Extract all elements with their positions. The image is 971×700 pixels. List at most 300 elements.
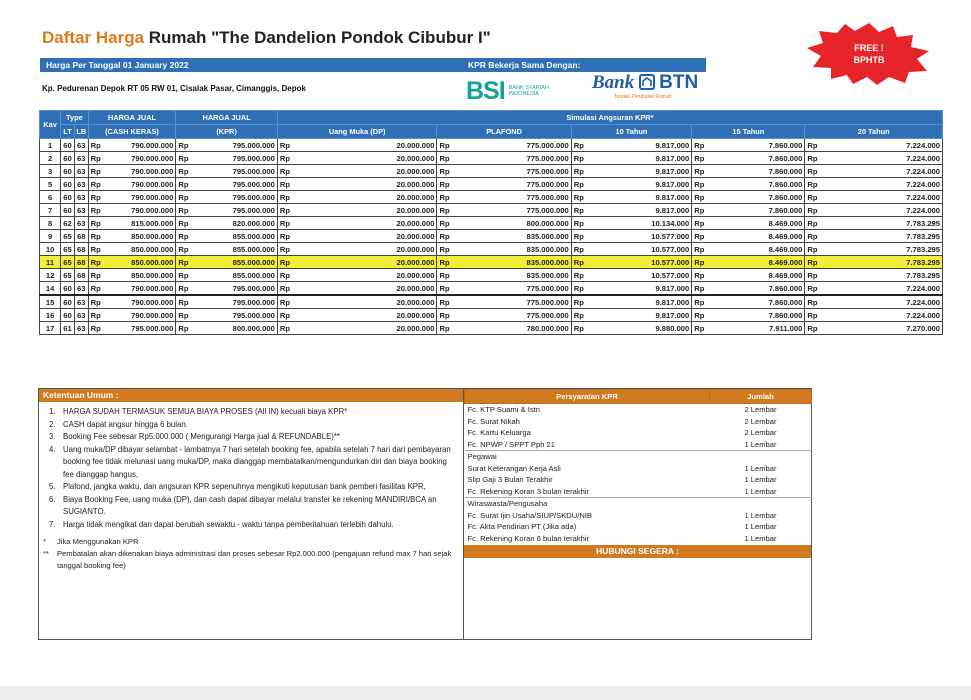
currency-cell: Rp	[805, 139, 822, 152]
currency-cell: Rp	[277, 295, 295, 309]
currency-cell: Rp	[571, 191, 586, 204]
cell-t15: 8.469.000	[709, 269, 805, 282]
cell-t10: 9.817.000	[586, 152, 692, 165]
cell-t15: 7.860.000	[709, 191, 805, 204]
persyaratan-kpr-panel	[463, 388, 812, 640]
currency-cell: Rp	[88, 165, 102, 178]
cell-cash: 790.000.000	[102, 309, 176, 322]
cell-lt: 65	[61, 243, 75, 256]
currency-cell: Rp	[571, 204, 586, 217]
cell-cash: 815.000.000	[102, 217, 176, 230]
currency-cell: Rp	[571, 243, 586, 256]
cell-cash: 790.000.000	[102, 295, 176, 309]
cell-lt: 65	[61, 269, 75, 282]
currency-cell: Rp	[437, 230, 454, 243]
cell-cash: 850.000.000	[102, 243, 176, 256]
item-text: HARGA SUDAH TERMASUK SEMUA BIAYA PROSES (All IN) kecuali biaya KPR*	[63, 407, 348, 416]
address: Kp. Pedurenan Depok RT 05 RW 01, Cisalak Pasar, Cimanggis, Depok	[42, 84, 306, 93]
cell-kpr: 820.000.000	[190, 217, 278, 230]
currency-cell: Rp	[176, 295, 190, 309]
cell-lt: 60	[61, 165, 75, 178]
table-row	[40, 152, 943, 165]
currency-cell: Rp	[88, 139, 102, 152]
cell-kpr: 795.000.000	[190, 165, 278, 178]
cell-plafond: 775.000.000	[454, 295, 571, 309]
cell-kpr: 795.000.000	[190, 139, 278, 152]
cell-plafond: 835.000.000	[454, 230, 571, 243]
cell-plafond: 835.000.000	[454, 269, 571, 282]
table-row	[40, 230, 943, 243]
requirement-label: Wiraswasta/Pengusaha	[465, 498, 710, 510]
currency-cell: Rp	[805, 295, 822, 309]
cell-kav: 17	[40, 322, 61, 335]
cell-kpr: 795.000.000	[190, 152, 278, 165]
currency-cell: Rp	[692, 139, 709, 152]
currency-cell: Rp	[176, 322, 190, 335]
cell-dp: 20.000.000	[295, 165, 437, 178]
btn-logo-tagline: Terbaik Penduduk Rumah	[614, 94, 672, 100]
cell-kav: 15	[40, 295, 61, 309]
currency-cell: Rp	[692, 165, 709, 178]
cell-lt: 60	[61, 178, 75, 191]
cell-t10: 9.817.000	[586, 295, 692, 309]
currency-cell: Rp	[571, 309, 586, 322]
currency-cell: Rp	[692, 230, 709, 243]
currency-cell: Rp	[88, 152, 102, 165]
requirement-label: Fc. Kartu Keluarga	[467, 428, 531, 438]
currency-cell: Rp	[176, 269, 190, 282]
cell-plafond: 835.000.000	[454, 256, 571, 269]
ketentuan-item	[49, 419, 455, 432]
currency-cell: Rp	[437, 217, 454, 230]
currency-cell: Rp	[277, 165, 295, 178]
cell-dp: 20.000.000	[295, 191, 437, 204]
currency-cell: Rp	[277, 309, 295, 322]
cell-lb: 63	[74, 309, 88, 322]
requirement-qty: 1 Lembar	[744, 510, 777, 520]
requirement-label: Fc. Rekening Koran 3 bulan terakhir	[465, 486, 710, 498]
currency-cell: Rp	[692, 282, 709, 296]
table-row	[40, 256, 943, 269]
currency-cell: Rp	[437, 139, 454, 152]
cell-kav: 14	[40, 282, 61, 296]
cell-plafond: 775.000.000	[454, 204, 571, 217]
col-15-tahun: 15 Tahun	[692, 125, 805, 139]
partner-bar: KPR Bekerja Sama Dengan:	[462, 58, 706, 72]
currency-cell: Rp	[176, 230, 190, 243]
item-text: Harga tidak mengikat dan dapat berubah sewaktu - waktu tanpa pemberitahuan terlebih dahulu.	[63, 519, 394, 529]
currency-cell: Rp	[88, 243, 102, 256]
requirement-qty	[710, 451, 812, 463]
requirement-qty: 1 Lembar	[710, 486, 812, 498]
currency-cell: Rp	[571, 165, 586, 178]
ketentuan-item	[49, 444, 455, 482]
requirement-label: Fc. KTP Suami & Istri	[467, 405, 540, 415]
cell-plafond: 775.000.000	[454, 165, 571, 178]
currency-cell: Rp	[437, 204, 454, 217]
cell-lt: 61	[61, 322, 75, 335]
cell-kav: 16	[40, 309, 61, 322]
badge-line-1: FREE !	[854, 43, 884, 53]
requirement-row	[465, 474, 812, 486]
currency-cell: Rp	[88, 282, 102, 296]
btn-logo	[592, 72, 698, 100]
bottom-strip	[0, 686, 971, 700]
requirement-row	[465, 439, 812, 451]
cell-t20: 7.224.000	[822, 178, 943, 191]
requirement-qty: 2 Lembar	[744, 405, 777, 415]
cell-t20: 7.224.000	[822, 191, 943, 204]
currency-cell: Rp	[692, 269, 709, 282]
free-bphtb-badge	[805, 23, 933, 85]
currency-cell: Rp	[176, 217, 190, 230]
col-type: Type	[61, 111, 88, 125]
currency-cell: Rp	[437, 309, 454, 322]
currency-cell: Rp	[805, 230, 822, 243]
bsi-logo	[466, 76, 549, 106]
requirement-group-row	[465, 498, 812, 510]
currency-cell: Rp	[277, 322, 295, 335]
cell-dp: 20.000.000	[295, 309, 437, 322]
col-cash-keras: (CASH KERAS)	[88, 125, 176, 139]
item-text: CASH dapat angsur hingga 6 bulan.	[63, 419, 188, 429]
item-text: Booking Fee sebesar Rp5.000.000 ( Mengurangi Harga jual & REFUNDABLE)**	[63, 432, 340, 441]
currency-cell: Rp	[88, 269, 102, 282]
cell-t20: 7.783.295	[822, 256, 943, 269]
currency-cell: Rp	[571, 295, 586, 309]
currency-cell: Rp	[692, 243, 709, 256]
col-kpr: (KPR)	[176, 125, 277, 139]
requirement-qty: 1 Lembar	[744, 463, 777, 473]
ketentuan-item	[49, 494, 455, 519]
footnote-text: Jika Menggunakan KPR	[57, 537, 139, 546]
currency-cell: Rp	[277, 217, 295, 230]
cell-t10: 9.817.000	[586, 191, 692, 204]
item-number: 5.	[49, 482, 56, 491]
currency-cell: Rp	[571, 178, 586, 191]
currency-cell: Rp	[571, 282, 586, 296]
col-10-tahun: 10 Tahun	[571, 125, 692, 139]
cell-t10: 9.817.000	[586, 282, 692, 296]
persyaratan-header: Persyaratan KPR	[465, 390, 710, 404]
currency-cell: Rp	[88, 230, 102, 243]
cell-lb: 68	[74, 256, 88, 269]
cell-t20: 7.783.295	[822, 269, 943, 282]
jumlah-header: Jumlah	[710, 390, 812, 404]
item-number: 4.	[49, 444, 56, 454]
badge-line-2: BPHTB	[853, 55, 885, 65]
currency-cell: Rp	[437, 282, 454, 296]
table-row	[40, 191, 943, 204]
currency-cell: Rp	[88, 204, 102, 217]
ketentuan-item	[49, 519, 455, 532]
currency-cell: Rp	[805, 204, 822, 217]
currency-cell: Rp	[437, 256, 454, 269]
cell-cash: 790.000.000	[102, 152, 176, 165]
cell-plafond: 800.000.000	[454, 217, 571, 230]
requirement-row	[465, 404, 812, 416]
currency-cell: Rp	[277, 243, 295, 256]
cell-t15: 7.860.000	[709, 204, 805, 217]
currency-cell: Rp	[437, 243, 454, 256]
cell-t15: 8.469.000	[709, 256, 805, 269]
cell-t15: 7.860.000	[709, 282, 805, 296]
cell-lt: 60	[61, 309, 75, 322]
cell-lb: 63	[74, 217, 88, 230]
currency-cell: Rp	[176, 256, 190, 269]
cell-dp: 20.000.000	[295, 322, 437, 335]
cell-dp: 20.000.000	[295, 139, 437, 152]
currency-cell: Rp	[437, 165, 454, 178]
date-bar: Harga Per Tanggal 01 January 2022	[40, 58, 462, 72]
cell-kpr: 795.000.000	[190, 178, 278, 191]
cell-kpr: 795.000.000	[190, 282, 278, 296]
cell-lt: 60	[61, 295, 75, 309]
cell-dp: 20.000.000	[295, 269, 437, 282]
ketentuan-item	[49, 481, 455, 494]
cell-t20: 7.270.000	[822, 322, 943, 335]
requirement-row	[465, 416, 812, 428]
cell-t10: 9.817.000	[586, 165, 692, 178]
cell-t10: 10.577.000	[586, 230, 692, 243]
cell-t20: 7.783.295	[822, 243, 943, 256]
hubungi-segera-bar: HUBUNGI SEGERA :	[464, 545, 811, 558]
table-row	[40, 295, 943, 309]
btn-logo-text-1: Bank	[592, 72, 635, 93]
currency-cell: Rp	[692, 191, 709, 204]
col-lt: LT	[61, 125, 75, 139]
requirement-qty: 1 Lembar	[744, 522, 777, 532]
bsi-logo-subtext: BANK SYARIAH INDONESIA	[508, 85, 549, 97]
cell-dp: 20.000.000	[295, 178, 437, 191]
cell-plafond: 775.000.000	[454, 309, 571, 322]
currency-cell: Rp	[571, 256, 586, 269]
cell-kav: 9	[40, 230, 61, 243]
currency-cell: Rp	[176, 152, 190, 165]
requirement-label: Fc. Akta Pendirian PT (Jika ada)	[467, 522, 577, 532]
cell-dp: 20.000.000	[295, 243, 437, 256]
col-harga-cash: HARGA JUAL	[88, 111, 176, 125]
cell-t20: 7.224.000	[822, 295, 943, 309]
cell-t20: 7.224.000	[822, 309, 943, 322]
currency-cell: Rp	[88, 256, 102, 269]
requirement-label: Pegawai	[465, 451, 710, 463]
currency-cell: Rp	[571, 152, 586, 165]
currency-cell: Rp	[176, 165, 190, 178]
cell-t15: 7.860.000	[709, 139, 805, 152]
cell-kav: 2	[40, 152, 61, 165]
cell-lb: 63	[74, 191, 88, 204]
cell-dp: 20.000.000	[295, 217, 437, 230]
cell-cash: 790.000.000	[102, 204, 176, 217]
ketentuan-list	[39, 406, 463, 531]
cell-lt: 62	[61, 217, 75, 230]
cell-plafond: 775.000.000	[454, 139, 571, 152]
currency-cell: Rp	[277, 152, 295, 165]
currency-cell: Rp	[571, 322, 586, 335]
currency-cell: Rp	[805, 191, 822, 204]
currency-cell: Rp	[277, 191, 295, 204]
currency-cell: Rp	[692, 309, 709, 322]
currency-cell: Rp	[437, 322, 454, 335]
currency-cell: Rp	[692, 204, 709, 217]
currency-cell: Rp	[88, 178, 102, 191]
cell-t15: 7.911.000	[709, 322, 805, 335]
cell-t20: 7.783.295	[822, 230, 943, 243]
requirement-qty: 2 Lembar	[744, 416, 777, 426]
requirement-row	[465, 486, 812, 498]
bsi-logo-text: BSI	[466, 76, 505, 105]
cell-t10: 9.817.000	[586, 204, 692, 217]
cell-lb: 63	[74, 322, 88, 335]
currency-cell: Rp	[805, 178, 822, 191]
cell-lt: 60	[61, 191, 75, 204]
currency-cell: Rp	[88, 295, 102, 309]
cell-cash: 790.000.000	[102, 165, 176, 178]
requirement-label: Slip Gaji 3 Bulan Terakhir	[467, 475, 553, 485]
cell-plafond: 775.000.000	[454, 178, 571, 191]
cell-kav: 3	[40, 165, 61, 178]
ketentuan-item	[49, 406, 455, 419]
cell-t10: 9.817.000	[586, 309, 692, 322]
table-row	[40, 243, 943, 256]
cell-kav: 1	[40, 139, 61, 152]
cell-lb: 63	[74, 178, 88, 191]
col-lb: LB	[74, 125, 88, 139]
cell-kpr: 855.000.000	[190, 230, 278, 243]
currency-cell: Rp	[692, 217, 709, 230]
currency-cell: Rp	[88, 217, 102, 230]
ketentuan-notes	[39, 536, 463, 572]
table-row	[40, 165, 943, 178]
cell-t20: 7.224.000	[822, 165, 943, 178]
cell-dp: 20.000.000	[295, 295, 437, 309]
requirement-qty: 1 Lembar	[744, 475, 777, 485]
requirement-qty: 1 Lembar	[710, 439, 812, 451]
currency-cell: Rp	[176, 178, 190, 191]
currency-cell: Rp	[88, 322, 102, 335]
currency-cell: Rp	[437, 269, 454, 282]
cell-t20: 7.224.000	[822, 204, 943, 217]
cell-cash: 790.000.000	[102, 282, 176, 296]
ketentuan-item	[49, 431, 455, 444]
title-part-2: Rumah "The Dandelion Pondok Cibubur I"	[144, 28, 491, 47]
cell-t15: 7.860.000	[709, 178, 805, 191]
cell-cash: 850.000.000	[102, 230, 176, 243]
currency-cell: Rp	[571, 269, 586, 282]
requirement-row	[465, 510, 812, 522]
item-number: 2.	[49, 419, 56, 429]
requirement-qty	[710, 498, 812, 510]
cell-t10: 10.577.000	[586, 269, 692, 282]
cell-plafond: 775.000.000	[454, 152, 571, 165]
currency-cell: Rp	[277, 256, 295, 269]
starburst-shape	[807, 23, 929, 85]
currency-cell: Rp	[437, 191, 454, 204]
cell-kpr: 800.000.000	[190, 322, 278, 335]
currency-cell: Rp	[805, 217, 822, 230]
cell-kpr: 795.000.000	[190, 295, 278, 309]
item-text: Uang muka/DP dibayar selambat - lambatnya 7 hari setelah booking fee, apabila setelah 7 hari dari pembayaran booking fee tidak melunasi uang muka/DP, maka dianggap membatalkan/mengundurkan diri dan biaya booking fee dianggap hangus,	[63, 444, 451, 479]
requirement-qty: 1 Lembar	[744, 533, 777, 543]
cell-t15: 7.860.000	[709, 152, 805, 165]
cell-t20: 7.224.000	[822, 282, 943, 296]
cell-t20: 7.224.000	[822, 139, 943, 152]
item-number: 1.	[49, 407, 56, 416]
cell-lt: 60	[61, 204, 75, 217]
currency-cell: Rp	[176, 204, 190, 217]
requirement-row	[465, 521, 812, 533]
table-row	[40, 269, 943, 282]
currency-cell: Rp	[88, 191, 102, 204]
currency-cell: Rp	[277, 204, 295, 217]
footnote-mark: **	[43, 549, 49, 558]
currency-cell: Rp	[805, 269, 822, 282]
cell-cash: 790.000.000	[102, 178, 176, 191]
cell-lt: 60	[61, 152, 75, 165]
cell-kpr: 855.000.000	[190, 256, 278, 269]
table-row	[40, 217, 943, 230]
cell-t10: 10.577.000	[586, 243, 692, 256]
requirement-label: Fc. Surat Nikah	[467, 416, 520, 426]
cell-kav: 12	[40, 269, 61, 282]
cell-cash: 850.000.000	[102, 269, 176, 282]
cell-dp: 20.000.000	[295, 282, 437, 296]
cell-lb: 63	[74, 152, 88, 165]
currency-cell: Rp	[437, 295, 454, 309]
cell-kpr: 855.000.000	[190, 269, 278, 282]
cell-kav: 5	[40, 178, 61, 191]
cell-dp: 20.000.000	[295, 230, 437, 243]
currency-cell: Rp	[571, 139, 586, 152]
item-number: 6.	[49, 494, 56, 504]
col-kav: Kav	[40, 111, 61, 139]
requirement-row	[465, 533, 812, 545]
item-number: 7.	[49, 519, 56, 529]
cell-cash: 850.000.000	[102, 256, 176, 269]
currency-cell: Rp	[176, 243, 190, 256]
footnote-mark: *	[43, 537, 46, 546]
cell-lt: 60	[61, 282, 75, 296]
ketentuan-title: Ketentuan Umum :	[39, 389, 463, 402]
cell-t15: 7.860.000	[709, 295, 805, 309]
requirement-row	[465, 427, 812, 439]
requirement-qty: 2 Lembar	[744, 428, 777, 438]
table-row	[40, 309, 943, 322]
btn-logo-text-2: BTN	[659, 72, 699, 93]
cell-t15: 8.469.000	[709, 230, 805, 243]
cell-t15: 8.469.000	[709, 243, 805, 256]
col-20-tahun: 20 Tahun	[805, 125, 943, 139]
cell-t10: 9.817.000	[586, 178, 692, 191]
currency-cell: Rp	[805, 243, 822, 256]
requirement-label: Fc. NPWP / SPPT Pph 21	[465, 439, 710, 451]
currency-cell: Rp	[176, 309, 190, 322]
cell-kpr: 795.000.000	[190, 191, 278, 204]
currency-cell: Rp	[692, 256, 709, 269]
cell-plafond: 835.000.000	[454, 243, 571, 256]
cell-t10: 10.134.000	[586, 217, 692, 230]
cell-kav: 11	[40, 256, 61, 269]
cell-lt: 65	[61, 230, 75, 243]
cell-plafond: 775.000.000	[454, 282, 571, 296]
cell-t10: 10.577.000	[586, 256, 692, 269]
cell-cash: 790.000.000	[102, 191, 176, 204]
currency-cell: Rp	[571, 217, 586, 230]
requirement-row	[465, 463, 812, 475]
cell-t20: 7.224.000	[822, 152, 943, 165]
cell-cash: 790.000.000	[102, 139, 176, 152]
